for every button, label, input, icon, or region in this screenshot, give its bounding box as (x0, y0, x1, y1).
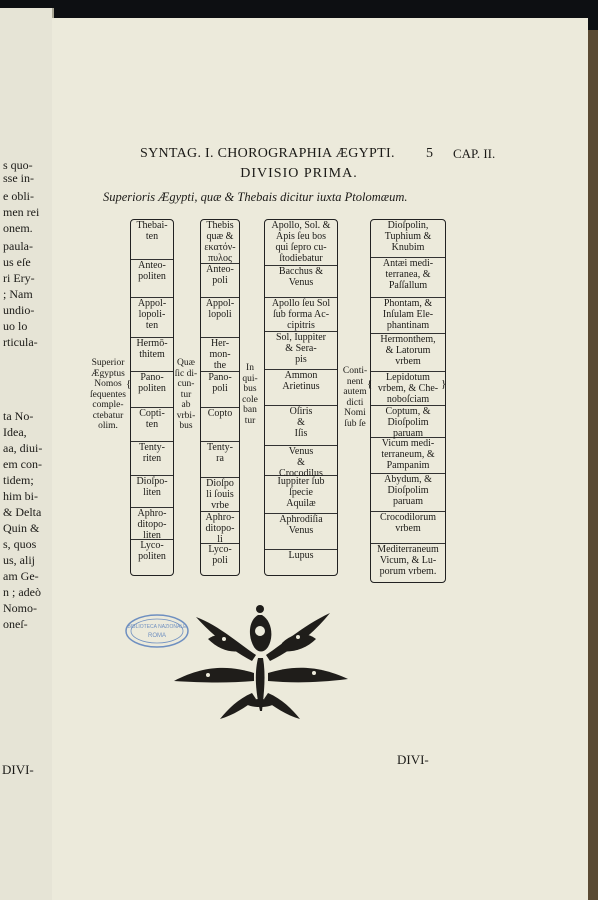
gods-cell: Sol, Iuppiter & Sera- pis (265, 332, 337, 370)
cities-cell: Pano- poli (201, 372, 239, 408)
left-text-line: rticula- (3, 335, 38, 349)
page-number: 5 (426, 146, 433, 161)
left-text-line: ri Ery- (3, 271, 35, 285)
gods-cell: Lupus (288, 550, 314, 561)
left-text-line: us eſe (3, 255, 31, 269)
chapter-label: CAP. II. (453, 146, 496, 161)
column-places (370, 219, 446, 583)
stamp-line1: BIBLIOTECA NAZIONALE (127, 624, 187, 630)
stamp-line2: ROMA (148, 633, 166, 639)
left-text-line: men rei (3, 205, 40, 219)
cities-cell: Lyco- poli (208, 544, 232, 566)
left-text-line: aa, diui- (3, 441, 43, 455)
nomes-cell: Thebai- ten (131, 220, 173, 260)
places-cell: Vicum medi- terraneum, & Pampanim (371, 438, 445, 474)
left-catchword: DIVI- (2, 762, 34, 777)
gods-cell: Apollo ſeu Sol ſub forma Ac- cipitris (265, 298, 337, 332)
division-title: DIVISIO PRIMA. (240, 166, 358, 181)
left-text-line: sse in- (3, 171, 34, 185)
places-cell: Phontam, & Inſulam Ele- phantinam (371, 298, 445, 334)
floral-ornament (168, 603, 353, 723)
gods-cell: Apollo, Sol. & Apis ſeu bos qui ſepro cu- ſtodiebatur (265, 220, 337, 266)
gods-cell: Iuppiter ſub ſpecie Aquilæ (265, 476, 337, 514)
left-text-line: em con- (3, 457, 42, 471)
cities-cell: Appol- lopoli (201, 298, 239, 338)
left-text-line: onem. (3, 221, 33, 235)
column-nomes (130, 219, 174, 576)
gods-cell: Venus & Crocodilus (265, 446, 337, 476)
cities-cell: Copto (201, 408, 239, 442)
left-text-line: paula- (3, 239, 33, 253)
left-page (0, 8, 54, 900)
places-cell: Lepidotum vrbem, & Che- noboſciam (371, 372, 445, 406)
table-subtitle: Superioris Ægypti, quæ & Thebais dicitur iuxta Ptolomæum. (103, 190, 408, 204)
left-text-line: ta No- (3, 409, 34, 423)
nomes-cell: Pano- politen (131, 372, 173, 408)
cities-cell: Her- mon- the (201, 338, 239, 372)
left-text-line: s quo- (3, 158, 33, 172)
left-text-line: undio- (3, 303, 35, 317)
column-cities (200, 219, 240, 576)
cities-cell: Aphro- ditopo- li (201, 512, 239, 544)
left-text-line: tidem; (3, 473, 34, 487)
gods-cell: Ammon Arietinus (265, 370, 337, 406)
brace: } (441, 378, 447, 390)
gods-cell: Bacchus & Venus (265, 266, 337, 298)
left-text-line: him bi- (3, 489, 38, 503)
left-text-line: & Delta (3, 505, 42, 519)
places-cell: Crocodilorum vrbem (371, 512, 445, 544)
left-text-line: e obli- (3, 189, 34, 203)
nomes-cell: Appol- lopoli- ten (131, 298, 173, 338)
left-text-line: us, alij (3, 553, 35, 567)
left-text-line: uo lo (3, 319, 28, 333)
nomes-cell: Tenty- riten (131, 442, 173, 476)
brace: { (367, 378, 373, 390)
places-cell: Mediterraneum Vicum, & Lu- porum vrbem. (377, 544, 439, 577)
places-cell: Abydum, & Dioſpolim paruam (371, 474, 445, 512)
cities-cell: Dioſpo li ſouis vrbe (201, 478, 239, 512)
brace: { (126, 378, 132, 390)
places-cell: Antæi medi- terranea, & Paſſallum (371, 258, 445, 298)
nomes-cell: Anteo- politen (131, 260, 173, 298)
places-cell: Dioſpolin, Tuphium & Knubim (371, 220, 445, 258)
left-text-line: oneſ- (3, 617, 28, 631)
label-quae: Quæ ſic di- cun- tur ab vrbi- bus (174, 358, 198, 431)
left-text-line: Idea, (3, 425, 27, 439)
nomes-cell: Copti- ten (131, 408, 173, 442)
label-in-quibus: In qui- bus cole ban tur (242, 363, 258, 426)
cities-cell: Thebis quæ & εκατόν- πυλος (201, 220, 239, 264)
left-text-line: Nomo- (3, 601, 37, 615)
places-cell: Coptum, & Dioſpolim paruam (371, 406, 445, 438)
cities-cell: Tenty- ra (201, 442, 239, 478)
left-text-line: Quin & (3, 521, 40, 535)
cities-cell: Anteo- poli (201, 264, 239, 298)
left-text-line: ; Nam (3, 287, 33, 301)
left-text-line: am Ge- (3, 569, 39, 583)
nomes-cell: Lyco- politen (138, 540, 166, 562)
label-continent: Conti- nent autem dicti Nomi ſub ſe (342, 366, 368, 429)
left-text-line: n ; adeò (3, 585, 41, 599)
catchword: DIVI- (397, 752, 429, 767)
gods-cell: Aphrodiſia Venus (265, 514, 337, 550)
label-superior: Superior Ægyptus Nomos ſequentes comple- ctebatur olim. (90, 358, 126, 431)
gods-cell: Oſiris & Iſis (265, 406, 337, 446)
nomes-cell: Dioſpo- liten (131, 476, 173, 508)
running-title: SYNTAG. I. CHOROGRAPHIA ÆGYPTI. (140, 146, 395, 161)
places-cell: Hermonthem, & Latorum vrbem (371, 334, 445, 372)
left-text-line: s, quos (3, 537, 37, 551)
nomes-cell: Aphro- ditopo- liten (131, 508, 173, 540)
column-gods (264, 219, 338, 576)
nomes-cell: Hermō- thitem (131, 338, 173, 372)
